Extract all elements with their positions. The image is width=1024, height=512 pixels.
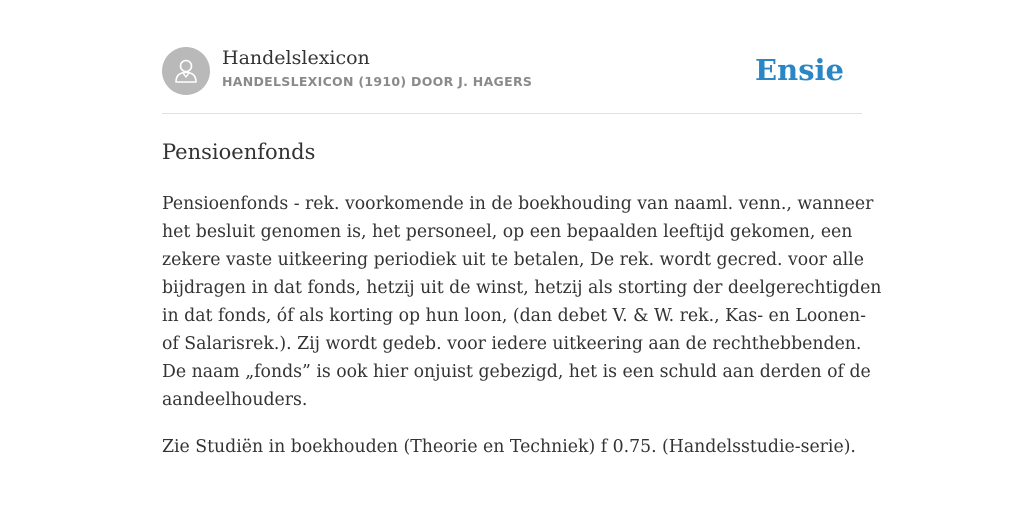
author-name-link[interactable]: Handelslexicon — [222, 47, 370, 69]
author-subtitle: HANDELSLEXICON (1910) DOOR J. HAGERS — [222, 74, 533, 89]
paragraph-line: aandeelhouders. — [162, 390, 308, 410]
paragraph-line: bijdragen in dat fonds, hetzij uit de winst, hetzij als storting der deelgerechtigden — [162, 278, 882, 298]
paragraph-line: het besluit genomen is, het personeel, op een bepaalden leeftijd gekomen, een — [162, 222, 853, 242]
paragraph-line: Zie Studiën in boekhouden (Theorie en Techniek) f 0.75. (Handelsstudie-serie). — [162, 437, 856, 457]
brand-logo-link[interactable]: Ensie — [755, 53, 844, 87]
user-silhouette-icon — [171, 56, 201, 86]
article-paragraph-2 — [162, 433, 866, 461]
paragraph-line: zekere vaste uitkeering periodiek uit te betalen, De rek. wordt gecred. voor alle — [162, 250, 864, 270]
author-avatar[interactable] — [162, 47, 210, 95]
paragraph-line: De naam „fonds” is ook hier onjuist gebezigd, het is een schuld aan derden of de — [162, 362, 871, 382]
paragraph-line: of Salarisrek.). Zij wordt gedeb. voor iedere uitkeering aan de rechthebbenden. — [162, 334, 862, 354]
paragraph-line: in dat fonds, óf als korting op hun loon, (dan debet V. & W. rek., Kas- en Loonen- — [162, 306, 866, 326]
header-divider — [162, 113, 862, 114]
paragraph-line: Pensioenfonds - rek. voorkomende in de boekhouding van naaml. venn., wanneer — [162, 194, 874, 214]
article-header — [162, 46, 862, 96]
article-title: Pensioenfonds — [162, 140, 316, 164]
article-paragraph-1 — [162, 190, 882, 414]
article-body — [162, 190, 882, 461]
